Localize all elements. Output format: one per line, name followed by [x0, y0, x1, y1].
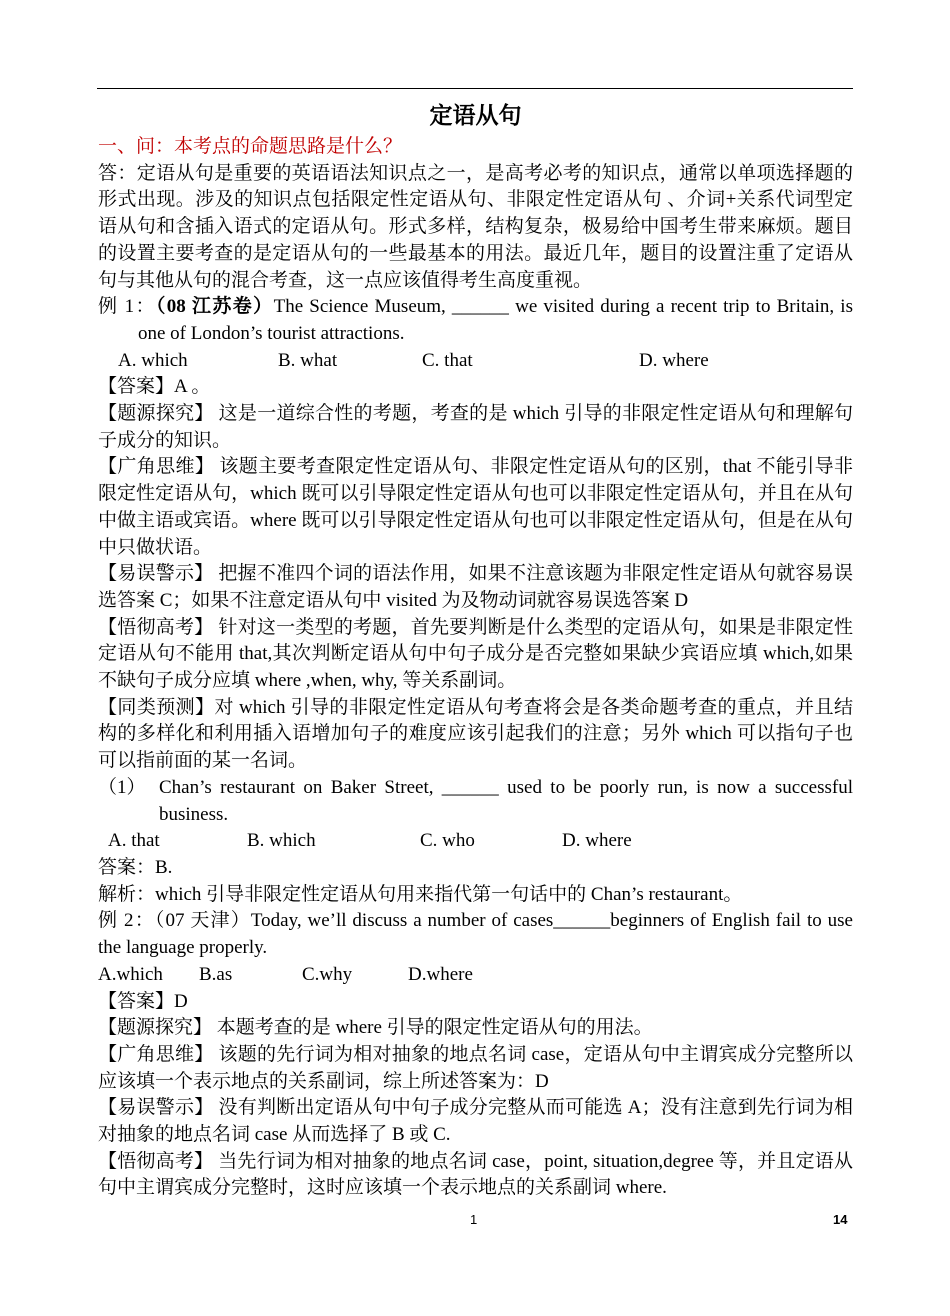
example1-question [98, 294, 853, 347]
sub-question-analysis: 解析：which 引导非限定性定语从句用来指代第一句话中的 Chan’s restaurant。 [98, 883, 743, 905]
ex2-option-c: C.why [302, 963, 353, 985]
sub-option-d: D. where [562, 830, 632, 852]
example1-yiwu: 【易误警示】 把握不准四个词的语法作用，如果不注意该题为非限定性定语从句就容易误选答案 C；如果不注意定语从句中 visited 为及物动词就容易误选答案 D [98, 563, 853, 611]
example1-answer: 【答案】A 。 [98, 376, 211, 398]
sub-question-options [98, 828, 853, 855]
example2-guangjiao: 【广角思维】 该题的先行词为相对抽象的地点名词 case，定语从句中主谓宾成分完整所以应该填一个表示地点的关系副词，综上所述答案为：D [98, 1043, 853, 1092]
sub-question-label: （1） [98, 776, 146, 798]
sub-option-a: A. that [108, 830, 160, 852]
page-number: 1 [470, 1212, 478, 1227]
example2-question: 例 2：（07 天津）Today, we’ll discuss a number of cases______beginners of English fail to use the language properly. [98, 910, 853, 959]
header-rule [97, 88, 853, 89]
example1-options [98, 348, 853, 375]
example2-yiwu: 【易误警示】 没有判断出定语从句中句子成分完整从而可能选 A；没有注意到先行词为相对抽象的地点名词 case 从而选择了 B 或 C. [98, 1097, 853, 1146]
example1-tiyuan: 【题源探究】 这是一道综合性的考题，考查的是 which 引导的非限定性定语从句和理解句子成分的知识。 [98, 403, 853, 451]
sub-option-b: B. which [247, 830, 316, 852]
example2-tiyuan: 【题源探究】 本题考查的是 where 引导的限定性定语从句的用法。 [98, 1017, 653, 1039]
document-body [98, 98, 853, 1202]
sub-option-c: C. who [420, 830, 475, 852]
sub-question-text: Chan’s restaurant on Baker Street, ______ used to be poorly run, is now a successful business. [159, 776, 853, 825]
sub-question-answer: 答案：B. [98, 856, 173, 878]
example1-text: The Science Museum, ______ we visited during a recent trip to Britain, is one of London’s tourist attractions. [138, 296, 853, 344]
option-c: C. that [422, 349, 473, 371]
page-title: 定语从句 [429, 103, 522, 128]
example1-tonglei: 【同类预测】对 which 引导的非限定性定语从句考查将会是各类命题考查的重点，并且结构的多样化和利用插入语增加句子的难度应该引起我们的注意；另外 which 可以指句子也可以指前面的某一名词。 [98, 696, 853, 772]
ex2-option-b: B.as [199, 963, 233, 985]
example2-wuche: 【悟彻高考】 当先行词为相对抽象的地点名词 case，point, situation,degree 等，并且定语从句中主谓宾成分完整时，这时应该填一个表示地点的关系副词 where. [98, 1150, 853, 1199]
example1-guangjiao: 【广角思维】 该题主要考查限定性定语从句、非限定性定语从句的区别，that 不能引导非限定性定语从句，which 既可以引导限定性定语从句也可以非限定性定语从句，并且在从句中做主语或宾语。where 既可以引导限定性定语从句也可以非限定性定语从句，但是在从句中只做状语。 [98, 456, 853, 558]
option-d: D. where [639, 349, 709, 371]
ex2-option-a: A.which [98, 963, 163, 985]
section-heading: 一、问：本考点的命题思路是什么？ [98, 136, 403, 157]
example2-answer: 【答案】D [98, 990, 188, 1012]
example1-label: 例 1： [98, 296, 156, 318]
option-b: B. what [278, 349, 338, 371]
example2-options [98, 962, 853, 989]
sub-question [98, 775, 853, 828]
example1-source: （08 江苏卷） [155, 296, 274, 318]
example1-wuche: 【悟彻高考】 针对这一类型的考题，首先要判断是什么类型的定语从句，如果是非限定性定语从句不能用 that,其次判断定语从句中句子成分是否完整如果缺少宾语应填 which,如果不缺句子成分应填 where ,when, why, 等关系副词。 [98, 616, 853, 692]
intro-paragraph: 答：定语从句是重要的英语语法知识点之一，是高考必考的知识点，通常以单项选择题的形式出现。涉及的知识点包括限定性定语从句、非限定性定语从句 、介词+关系代词型定语从句和含插入语式的定语从句。形式多样，结构复杂，极易给中国考生带来麻烦。题目的设置主要考查的是定语从句的一些最基本的用法。最近几年，题目的设置注重了定语从句与其他从句的混合考查，这一点应该值得考生高度重视。 [98, 162, 853, 291]
ex2-option-d: D.where [408, 963, 473, 985]
page-total: 14 [833, 1212, 848, 1227]
option-a: A. which [118, 349, 188, 371]
